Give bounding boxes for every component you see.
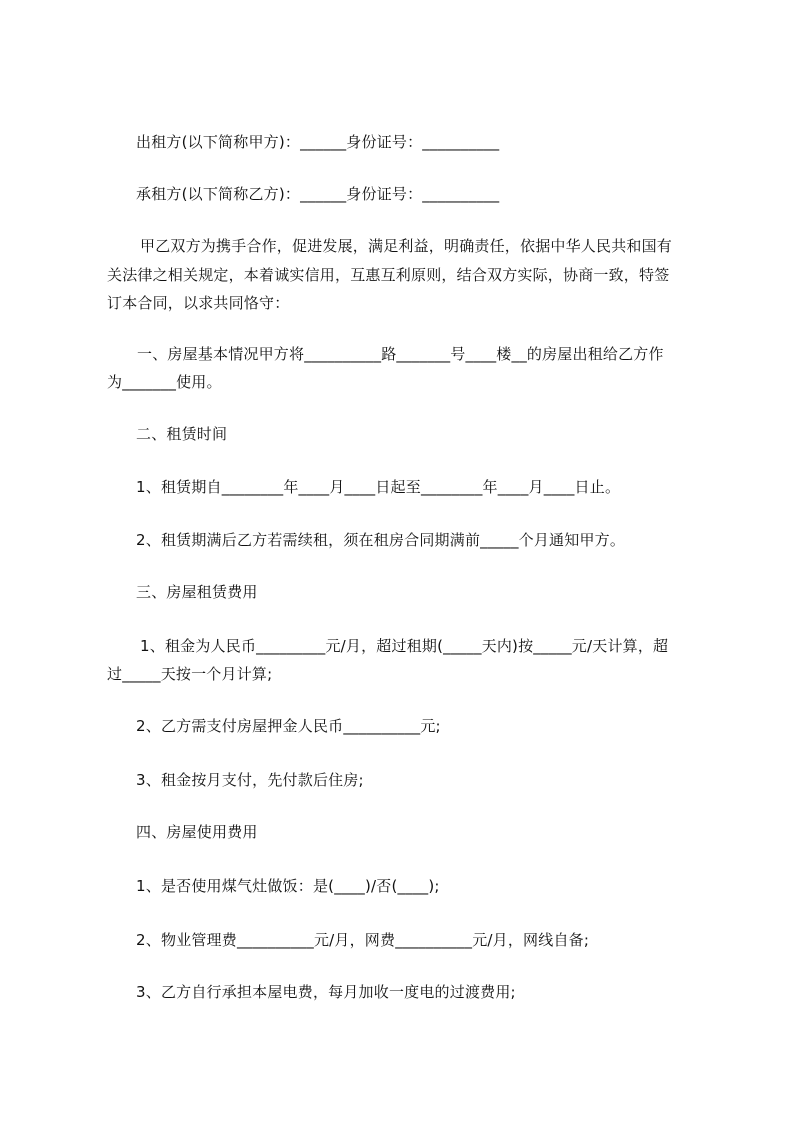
section2-title: 二、租赁时间 <box>136 425 228 443</box>
section1-line-2: 为_______使用。 <box>107 373 222 391</box>
section3-item-2: 2、乙方需支付房屋押金人民币__________元; <box>136 717 441 735</box>
section4-item-2: 2、物业管理费__________元/月，网费__________元/月，网线自备; <box>136 931 590 949</box>
preamble-line-1: 甲乙双方为携手合作，促进发展，满足利益，明确责任，依据中华人民共和国有 <box>140 237 673 255</box>
section2-item-1: 1、租赁期自________年____月____日起至________年____月____日止。 <box>136 478 621 496</box>
section3-item-1-line-1: 1、租金为人民币_________元/月，超过租期(_____天内)按_____元/天计算，超 <box>140 637 669 655</box>
section4-item-1: 1、是否使用煤气灶做饭：是(____)/否(____); <box>136 877 440 895</box>
preamble-line-2: 关法律之相关规定，本着诚实信用，互惠互利原则，结合双方实际，协商一致，特签 <box>107 266 670 284</box>
party-a-line: 出租方(以下简称甲方)：______身份证号：__________ <box>136 133 500 151</box>
party-b-line: 承租方(以下简称乙方)：______身份证号：__________ <box>136 185 500 203</box>
section2-item-2: 2、租赁期满后乙方若需续租，须在租房合同期满前_____个月通知甲方。 <box>136 531 626 549</box>
section1-line-1: 一、房屋基本情况甲方将__________路_______号____楼__的房屋出租给乙方作 <box>137 345 664 363</box>
section3-item-3: 3、租金按月支付，先付款后住房; <box>136 771 364 789</box>
section4-item-3: 3、乙方自行承担本屋电费，每月加收一度电的过渡费用; <box>136 983 516 1001</box>
section3-item-1-line-2: 过_____天按一个月计算; <box>107 665 273 683</box>
section3-title: 三、房屋租赁费用 <box>136 583 258 601</box>
preamble-line-3: 订本合同，以求共同恪守： <box>107 294 290 312</box>
section4-title: 四、房屋使用费用 <box>136 823 258 841</box>
